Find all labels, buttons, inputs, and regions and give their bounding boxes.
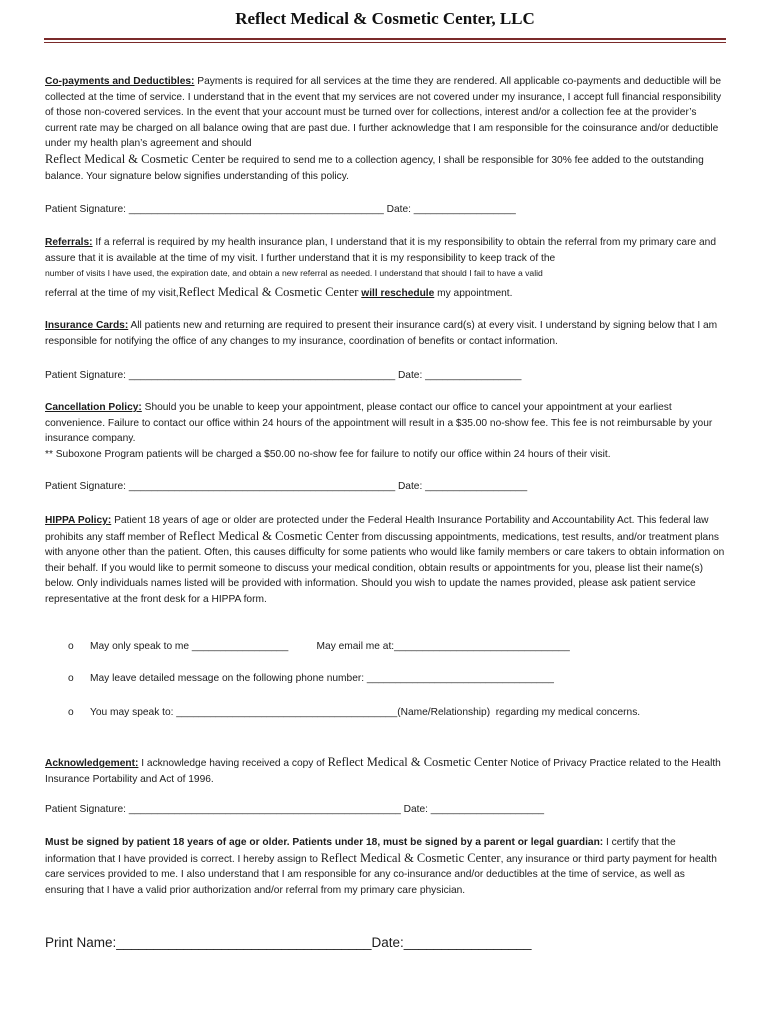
- ack-heading: Acknowledgement:: [45, 758, 139, 769]
- signature-line-2[interactable]: Patient Signature: _______________________________________________ Date: _________________: [45, 370, 522, 381]
- title-rule-top: [44, 38, 726, 40]
- referrals-text-2: referral at the time of my visit,: [45, 287, 179, 299]
- referrals-text-3: my appointment.: [434, 287, 513, 299]
- hippa-heading: HIPPA Policy:: [45, 515, 112, 526]
- ack-paragraph: [45, 755, 725, 787]
- referrals-paragraph: [45, 235, 725, 301]
- option-phone-message[interactable]: o May leave detailed message on the following phone number: _________________________________: [68, 673, 554, 684]
- referrals-text-1: If a referral is required by my health insurance plan, I understand that it is my responsibility to obtain the referral from my primary care and assure that it is available at the time of my visit. I further understand that it is my responsibility to keep track of the: [45, 237, 716, 264]
- referrals-small-text: number of visits I have used, the expiration date, and obtain a new referral as needed. I understand that should I fail to have a valid: [45, 268, 543, 279]
- cancellation-heading: Cancellation Policy:: [45, 402, 142, 413]
- copay-paragraph: [45, 74, 725, 184]
- center-name-5: Reflect Medical & Cosmetic Center: [320, 850, 501, 865]
- referrals-heading: Referrals:: [45, 237, 93, 248]
- center-name-4: Reflect Medical & Cosmetic Center: [327, 755, 508, 769]
- suboxone-note: ** Suboxone Program patients will be charged a $50.00 no-show fee for failure to notify our office within 24 hours of their visit.: [45, 448, 611, 460]
- document-title: Reflect Medical & Cosmetic Center, LLC: [235, 9, 535, 28]
- signature-line-4[interactable]: Patient Signature: ________________________________________________ Date: ____________________: [45, 804, 545, 815]
- hippa-text-1: Patient 18 years of age or older are protected under the Federal Health Insurance Portability and Accountability Act. This federal law prohibits any staff member of: [45, 515, 709, 543]
- final-text-1: I certify that the information that I have provided is correct. I hereby assign to: [45, 837, 676, 865]
- ack-text-1: I acknowledge having received a copy of: [138, 758, 328, 769]
- will-reschedule: will reschedule: [361, 287, 435, 299]
- option-speak-email[interactable]: o May only speak to me _________________ May email me at:_______________________________: [68, 641, 570, 652]
- center-name-1: Reflect Medical & Cosmetic Center: [45, 151, 225, 166]
- copay-text-1: Payments is required for all services at the time they are rendered. All applicable co-payments and deductible will be collected at the time of service. I understand that in the event that my services are not covered under my insurance, I accept full financial responsibility of those non-covered services. In the event that your account must be turned over for collections, interest and/or a collection fee at the provider’s current rate may be charged on all balance owing that are past due. I further acknowledge that I am responsible for the coinsurance and/or deductible under my health plan’s agreement and should: [45, 76, 722, 150]
- insurance-paragraph: [45, 318, 725, 349]
- ack-text-2: Notice of Privacy Practice related to the Health Insurance Portability and Act of 1996.: [45, 758, 721, 785]
- copay-text-2: be required to send me to a collection agency, I shall be responsible for 30% fee added to the outstanding balance. Your signature below signifies understanding of this policy.: [45, 154, 704, 182]
- final-text-2: , any insurance or third party payment for health care services provided to me. I also understand that I am responsible for any co-insurance and/or deductibles at the time of service, as well as ensuring that I have a valid prior authorization and/or referral from my primary care physician.: [45, 853, 717, 896]
- final-paragraph: [45, 835, 725, 898]
- center-name-3: Reflect Medical & Cosmetic Center: [179, 528, 359, 543]
- cancellation-paragraph: [45, 400, 725, 462]
- print-name-line[interactable]: Print Name:__________________________________Date:_________________: [45, 935, 532, 950]
- insurance-heading: Insurance Cards:: [45, 320, 129, 331]
- center-name-2: Reflect Medical & Cosmetic Center: [178, 284, 359, 299]
- cancellation-text: Should you be unable to keep your appointment, please contact our office to cancel your appointment at your earliest convenience. Failure to contact our office within 24 hours of the appointment will result in a $35.00 no-show fee. This fee is not reimbursable by your insurance company.: [45, 402, 713, 445]
- hippa-text-2: from discussing appointments, medications, test results, and/or treatment plans with anyone other than the patient. Often, this causes difficulty for some patients who would like family members or care takers to obtain information on their behalf. If you would like to permit someone to discuss your medical condition, obtain results or appointments for you, please list their name(s) below. Only individuals names listed will be provided with information. Should you wish to update the names provided, please ask patient service representative at the front desk for a HIPPA form.: [45, 531, 725, 605]
- option-speak-to[interactable]: o You may speak to: _______________________________________(Name/Relationship) regarding my medical concerns.: [68, 707, 641, 718]
- final-bold: Must be signed by patient 18 years of age or older. Patients under 18, must be signed by a parent or legal guardian:: [45, 837, 604, 848]
- hippa-paragraph: [45, 513, 725, 608]
- signature-line-1[interactable]: Patient Signature: _____________________________________________ Date: __________________: [45, 204, 516, 215]
- signature-line-3[interactable]: Patient Signature: _______________________________________________ Date: __________________: [45, 481, 528, 492]
- copay-heading: Co-payments and Deductibles:: [45, 76, 195, 87]
- title-rule-bottom: [44, 42, 726, 43]
- insurance-text: All patients new and returning are required to present their insurance card(s) at every visit. I understand by signing below that I am responsible for notifying the office of any changes to my insurance, coordination of benefits or contact information.: [45, 320, 718, 347]
